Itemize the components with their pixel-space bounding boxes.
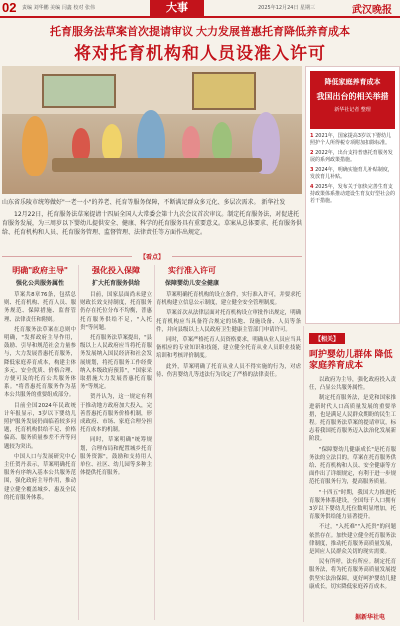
photo-person (72, 128, 90, 162)
list-item: 2 2022年，出台支持普惠托育服务发展的系列政策措施。 (310, 150, 393, 163)
divider-line (2, 256, 132, 257)
photo-table (52, 158, 262, 172)
photo-person (212, 122, 232, 162)
related-article (305, 326, 398, 622)
divider-label: 【看点】 (140, 253, 165, 261)
related-title: 呵护婴幼儿群体 降低家庭养育成本 (309, 349, 393, 370)
issue-date: 2025年12月24日 星期三 (258, 5, 316, 11)
related-tag: 【相关】 (309, 333, 345, 344)
column-subtitle: 扩大托育服务供给 (91, 281, 140, 287)
column-subtitle: 保障婴幼儿安全健康 (164, 281, 219, 287)
list-item: 4 2025年，发布关于加快完善生育支持政策体系推动建设生育友好型社会的若干措施。 (310, 184, 396, 204)
column-separator (303, 326, 304, 622)
article-column-1: 草案共8章76条，包括总则、托育机构、托育人员、服务规范、保障措施、监督管理、法律责任和附则。 托育服务法草案在总则中明确，"发挥政府主导作用，鼓励、引导和规范社会力量参与，大力发展普惠托育服务，降低家庭养育成本，构建主体多元、安全优质、价格合理、方便可及的托育公共服务体系。"将普惠托育服务作为基本公共服务的重要组成部分。 目前全国2024年民政统计年报显示，3岁以下婴幼儿照护服务发展仍面临着较多问题，托育机构供给不足、价格偏高、服务质量参差不齐等问题较为突出。 中国人口与发展研究中心主任贺丹表示，草案明确托育服务有序纳入基本公共服务范围，强化政府主导作用，推动建立健全覆盖城乡、惠及全民的托育服务体系。 (4, 292, 76, 501)
article-column-3: 草案明确托育机构的设立条件，实行准入许可，并要求托育机构建立信息公示制度，建立健全安全管理制度。 草案首次从法律层面对托育机构设立审批作出规定，明确托育机构应当具备符合规定的场地、设施设备、人员等条件，并向县级以上人民政府卫生健康主管部门申请许可。 同时，草案严格托育人员资格要求，明确从业人员应当具备相应的专业知识和技能，建立健全托育从业人员职业技能培训和考核评价制度。 此外，草案明确了托育从业人员不得实施的行为，对虐待、伤害婴幼儿等违法行为设定了严格的法律责任。 (156, 292, 301, 378)
related-body: 以政府为主导，强化政府投入责任，凸显公共服务属性。 制定托育服务法，是党和国家推进新时代人口高质量发展的重要举措，也是满足人民群众期盼的民生工程。托育服务法草案的提请审议，标志着我国托育服务迈入法治化发展新阶段。 "保障婴幼儿健康成长"是托育服务法的立法目的。草案在托育服务供给、托育机构和人员、安全健康等方面作出了详细规定，有利于进一步规范托育服务行为，提高服务质量。 "十四五"时期，我国大力推进托育服务体系建设，全国每千人口拥有3岁以下婴幼儿托位数明显增加，托育服务供给能力显著提升。 不过，"入托难""入托贵"的问题依然存在。加快建立健全托育服务法律制度，推动托育服务高质量发展，是回应人民群众关切的现实需要。 民有所呼，法有所应。制定托育服务法，将为托育服务高质量发展提供坚实法治保障，更好呵护婴幼儿健康成长，切实降低家庭养育成本。 (309, 377, 396, 590)
news-photo (2, 66, 302, 194)
section-tab: 大事 (150, 0, 204, 16)
infobox-subtitle: 我国出台的相关举措 (316, 92, 389, 101)
column-separator (154, 265, 155, 620)
infobox-title: 降低家庭养育成本 (324, 79, 381, 86)
list-item: 3 2024年，明确实施育儿补贴制度，发放育儿补贴。 (310, 167, 393, 180)
photo-person (22, 116, 48, 176)
main-headline: 将对托育机构和人员设准入许可 (74, 44, 326, 63)
section-divider (2, 251, 302, 261)
photo-person (102, 124, 122, 162)
article-column-2: 目前，国家层面尚未建立财政长效支持制度，托育服务仍存在托位分布不均衡，普惠托育服务供给不足，"入托贵"等问题。 托育服务法草案提出，"县级以上人民政府应当将托育服务发展纳入国民经济和社会发展规划，将托育服务工作经费纳入本级政府预算"，"国家采取措施大力发展普惠托育服务"等规定。 贺丹认为，这一规定有利于推动地方政府加大投入，完善普惠托育服务价格机制，形成政府、市场、家庭合理分担托育成本的机制。 同时，草案明确"统筹规划，合理布局和配置城乡托育服务资源"，鼓励和支持用人单位、社区、幼儿园等多种主体提供托育服务。 (80, 292, 152, 477)
photo-board-2 (192, 72, 256, 110)
column-separator (78, 265, 79, 620)
column-title: 明确"政府主导" (12, 266, 68, 275)
divider-line (172, 256, 302, 257)
sub-headline: 托育服务法草案首次提请审议 大力发展普惠托育降低养育成本 (49, 26, 351, 38)
list-item: 1 2021年，国家提高3岁以下婴幼儿照护个人所得税专项附加扣除标准。 (310, 133, 391, 146)
column-subtitle: 强化公共服务属性 (15, 281, 64, 287)
column-heading-1 (4, 265, 76, 287)
photo-person (182, 126, 200, 162)
paper-logo: 武汉晚报 (352, 5, 392, 16)
column-heading-3 (156, 265, 228, 287)
lead-paragraph: 12月22日，托育服务法草案提请十四届全国人大常委会第十九次会议首次审议。制定托育服务法，对促进托育服务发展，为三周岁以下婴幼儿提供安全、健康、科学的托育服务具有重要意义。草案从总体要求、托育服务供给、托育机构和人员、托育服务管理、监督管理、法律责任等方面作出规定。 (2, 211, 303, 236)
column-title: 实行准入许可 (168, 266, 216, 275)
page-number: 02 (2, 0, 17, 15)
column-heading-2 (80, 265, 152, 287)
infobox-credit: 新华社记者 整理 (334, 107, 371, 113)
column-title: 强化投入保障 (92, 266, 140, 275)
photo-caption: 山东省乐陵市统筹做好"一老一小"的养老、托育等服务保障，不断满足群众多元化、多层次需求。 新华社发 (2, 199, 286, 206)
sidebar-infobox (305, 66, 400, 324)
masthead-rule (0, 16, 400, 18)
reporter-credit: 据新华社电 (355, 615, 386, 621)
infobox-list (310, 133, 395, 208)
infobox-header (310, 71, 395, 129)
photo-board (42, 74, 116, 108)
editors-line: 责编 刘华鹏 美编 闫鑫 校对 张伟 (22, 5, 95, 11)
